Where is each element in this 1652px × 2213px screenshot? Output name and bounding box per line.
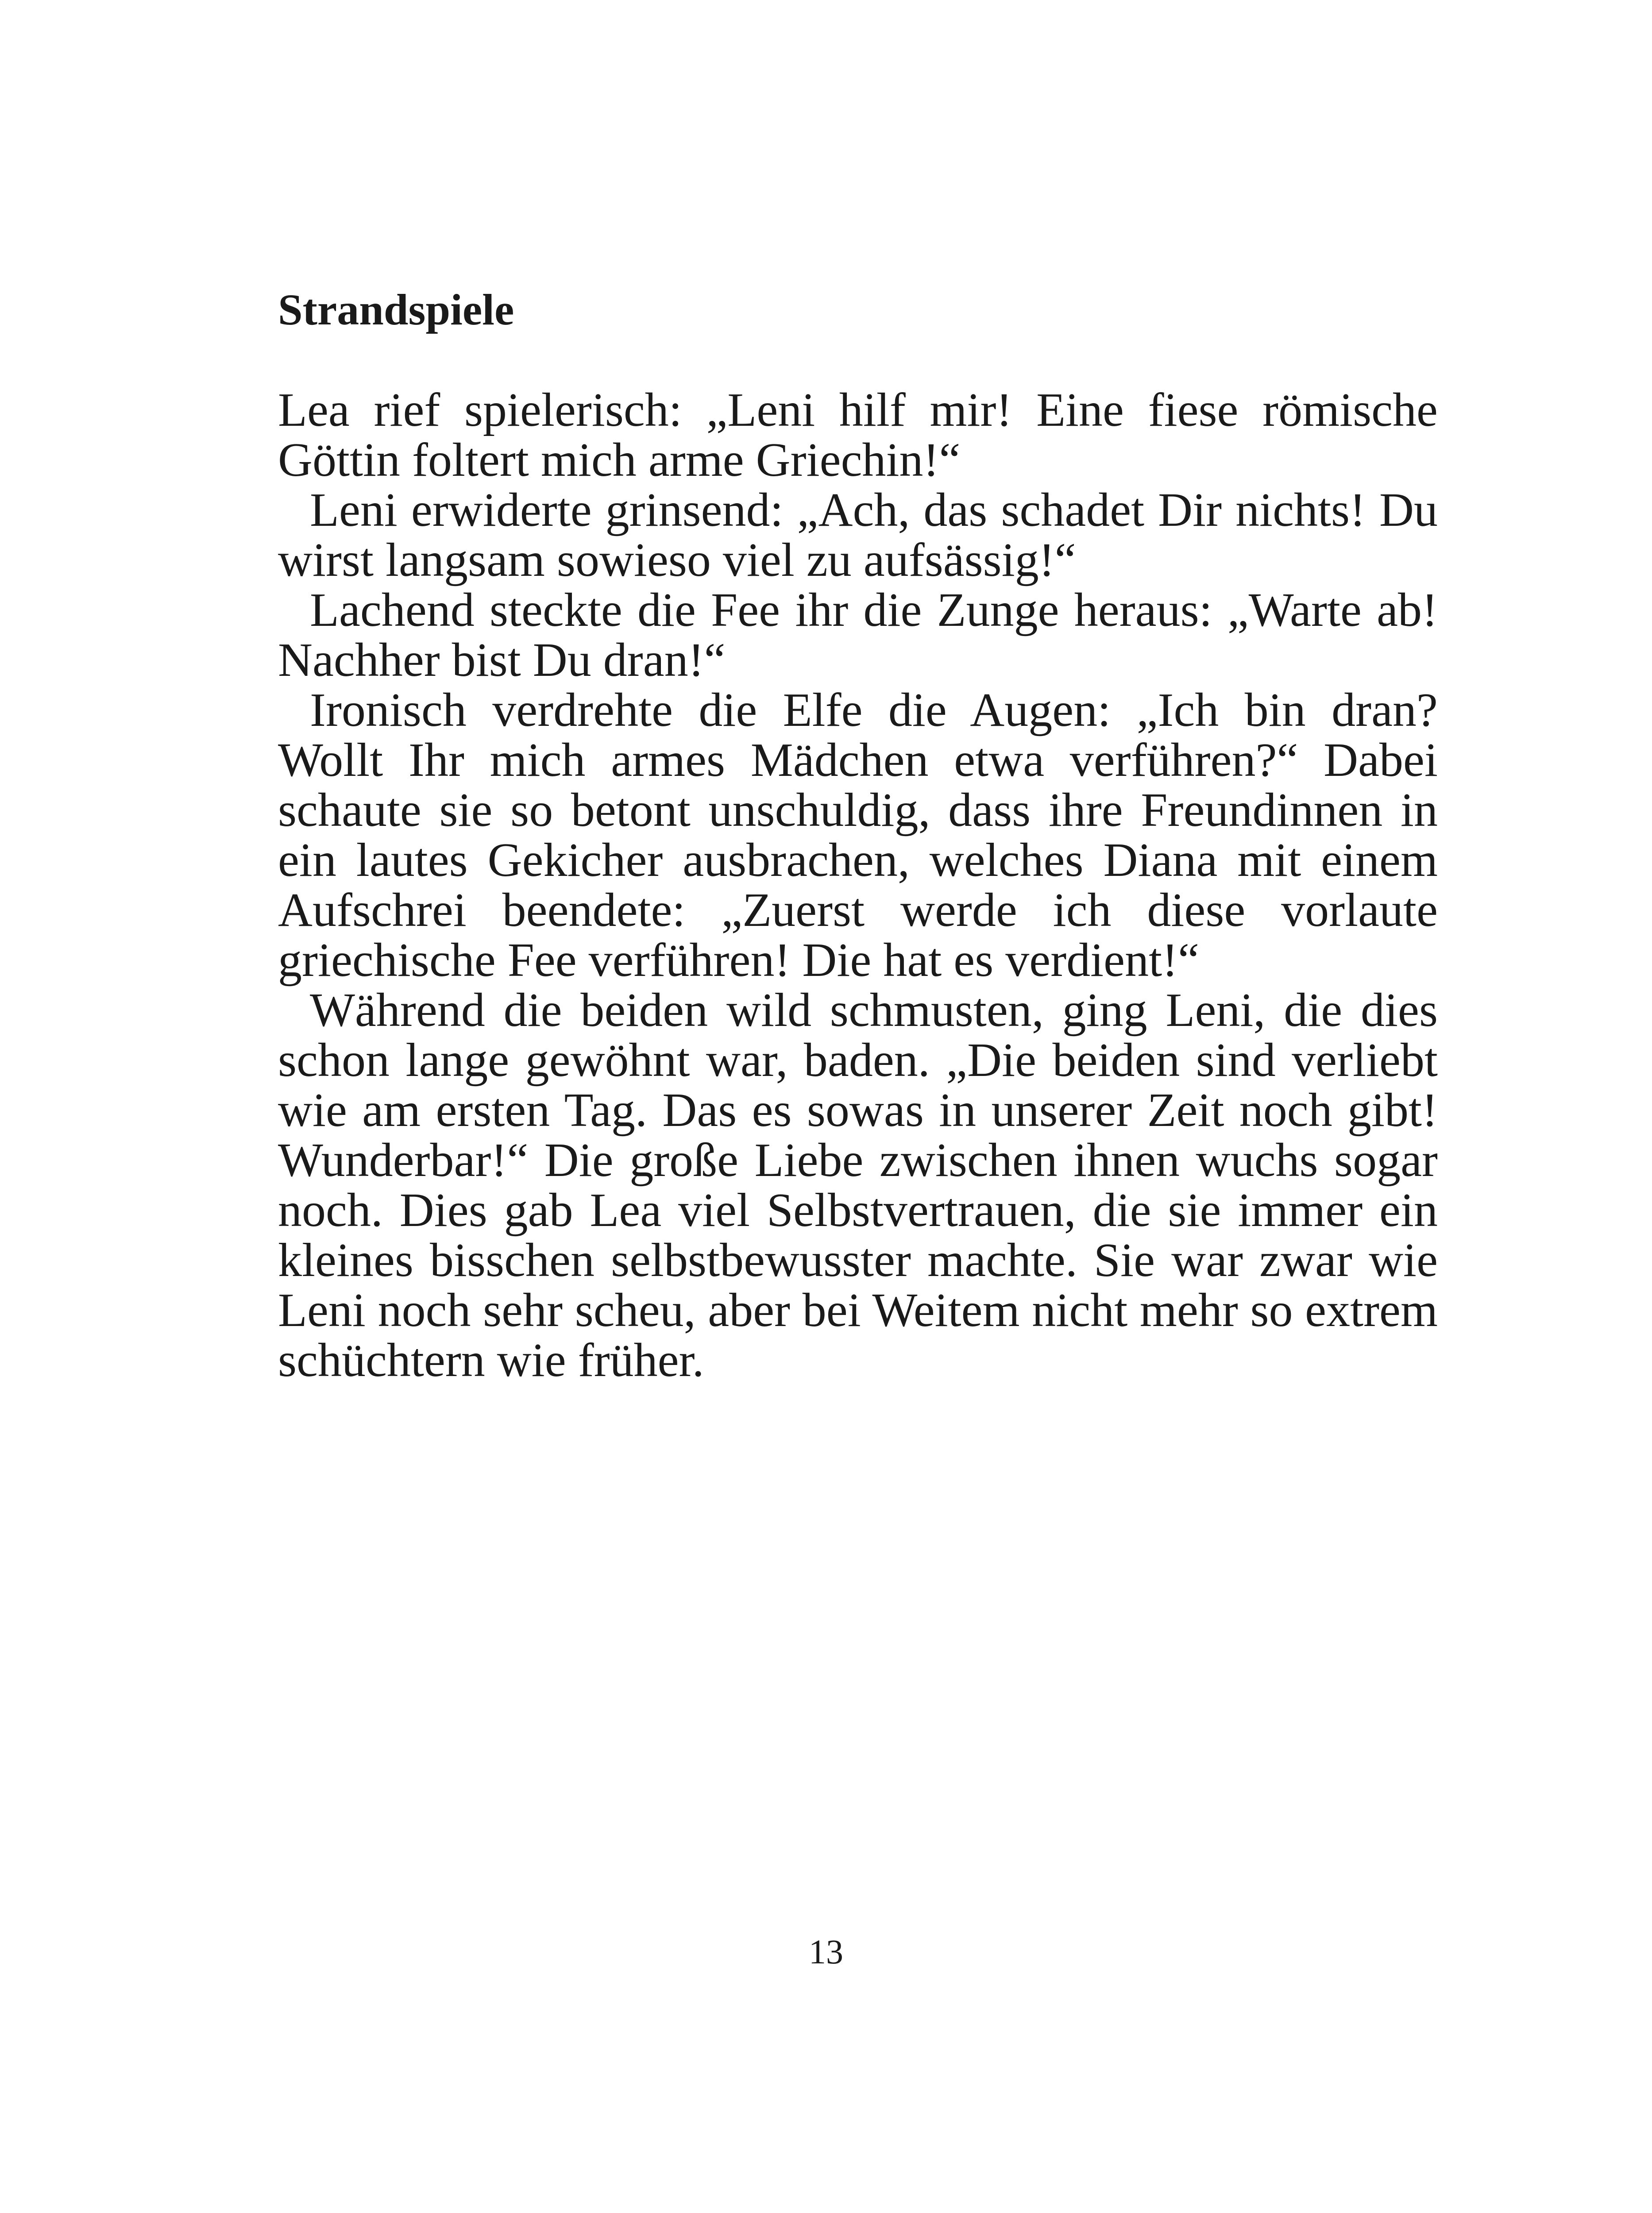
text-block: [278, 283, 1438, 1385]
paragraph-4: Ironisch verdrehte die Elfe die Augen: „Ich bin dran? Wollt Ihr mich armes Mädchen etwa verführen?“ Dabei schaute sie so betont unschuldig, dass ihre Freundinnen in ein lautes Gekicher ausbrachen, welches Diana mit einem Aufschrei beendete: „Zuerst werde ich diese vorlaute griechische Fee verführen! Die hat es verdient!“: [278, 684, 1438, 987]
paragraph-1: Lea rief spielerisch: „Leni hilf mir! Eine fiese römische Göttin foltert mich arme Griechin!“: [278, 384, 1438, 486]
paragraph-2: Leni erwiderte grinsend: „Ach, das schadet Dir nichts! Du wirst langsam sowieso viel zu aufsässig!“: [278, 484, 1438, 586]
page-number: 13: [809, 1932, 843, 1971]
chapter-title: Strandspiele: [278, 285, 514, 334]
paragraph-3: Lachend steckte die Fee ihr die Zunge heraus: „Warte ab! Nachher bist Du dran!“: [278, 584, 1438, 686]
body-text: [278, 385, 1438, 1385]
paragraph-5: Während die beiden wild schmusten, ging Leni, die dies schon lange gewöhnt war, baden. „Die beiden sind verliebt wie am ersten Tag. Das es sowas in unserer Zeit noch gibt! Wunderbar!“ Die große Liebe zwischen ihnen wuchs sogar noch. Dies gab Lea viel Selbstvertrauen, die sie immer ein kleines bisschen selbstbewusster machte. Sie war zwar wie Leni noch sehr scheu, aber bei Weitem nicht mehr so extrem schüchtern wie früher.: [278, 984, 1438, 1387]
